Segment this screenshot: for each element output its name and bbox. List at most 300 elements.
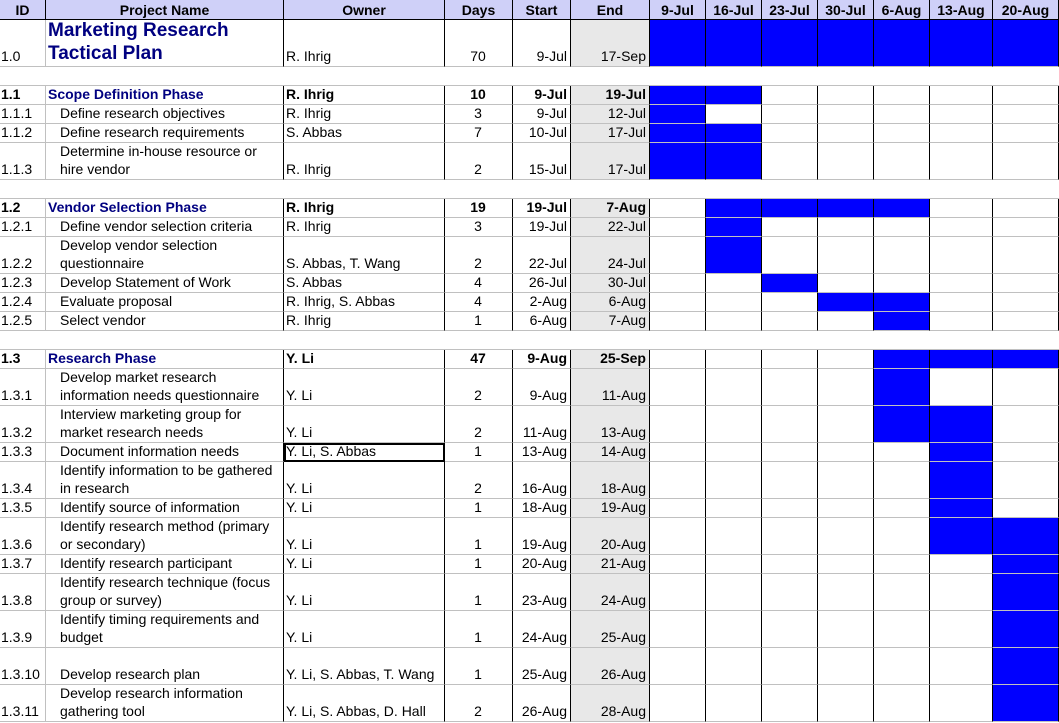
- gantt-empty-cell[interactable]: [762, 443, 818, 462]
- cell-project-name[interactable]: Define research objectives: [46, 105, 284, 124]
- gantt-empty-cell[interactable]: [874, 124, 930, 143]
- cell-days[interactable]: 3: [445, 218, 513, 237]
- gantt-empty-cell[interactable]: [930, 143, 993, 180]
- cell-start[interactable]: 9-Jul: [513, 20, 571, 67]
- gantt-bar-cell[interactable]: [993, 350, 1059, 369]
- gantt-empty-cell[interactable]: [874, 518, 930, 555]
- cell-start[interactable]: 22-Jul: [513, 237, 571, 274]
- cell-id[interactable]: 1.1.1: [0, 105, 46, 124]
- gantt-empty-cell[interactable]: [930, 648, 993, 685]
- gantt-empty-cell[interactable]: [762, 555, 818, 574]
- gantt-bar-cell[interactable]: [762, 199, 818, 218]
- cell-project-name[interactable]: Identify timing requirements and budget: [46, 611, 284, 648]
- gantt-empty-cell[interactable]: [930, 312, 993, 331]
- gantt-bar-cell[interactable]: [706, 199, 762, 218]
- gantt-bar-cell[interactable]: [706, 237, 762, 274]
- cell-project-name[interactable]: Document information needs: [46, 443, 284, 462]
- gantt-bar-cell[interactable]: [930, 20, 993, 67]
- cell-owner[interactable]: S. Abbas: [284, 124, 445, 143]
- cell-days[interactable]: 1: [445, 312, 513, 331]
- gantt-empty-cell[interactable]: [818, 218, 874, 237]
- gantt-empty-cell[interactable]: [706, 312, 762, 331]
- header-owner[interactable]: Owner: [284, 0, 445, 20]
- cell-days[interactable]: 70: [445, 20, 513, 67]
- cell-end[interactable]: 22-Jul: [571, 218, 650, 237]
- cell-end[interactable]: 18-Aug: [571, 462, 650, 499]
- cell-id[interactable]: 1.3: [0, 350, 46, 369]
- cell-days[interactable]: 1: [445, 518, 513, 555]
- cell-days[interactable]: 1: [445, 648, 513, 685]
- gantt-bar-cell[interactable]: [993, 685, 1059, 722]
- cell-days[interactable]: 3: [445, 105, 513, 124]
- gantt-empty-cell[interactable]: [762, 86, 818, 105]
- cell-end[interactable]: 7-Aug: [571, 312, 650, 331]
- gantt-empty-cell[interactable]: [706, 462, 762, 499]
- cell-project-name[interactable]: Define vendor selection criteria: [46, 218, 284, 237]
- cell-start[interactable]: 23-Aug: [513, 574, 571, 611]
- gantt-empty-cell[interactable]: [706, 274, 762, 293]
- cell-project-name[interactable]: Research Phase: [46, 350, 284, 369]
- cell-owner[interactable]: Y. Li: [284, 462, 445, 499]
- cell-owner[interactable]: S. Abbas, T. Wang: [284, 237, 445, 274]
- gantt-bar-cell[interactable]: [874, 406, 930, 443]
- cell-id[interactable]: 1.2: [0, 199, 46, 218]
- gantt-empty-cell[interactable]: [650, 518, 706, 555]
- cell-days[interactable]: 4: [445, 293, 513, 312]
- header-week[interactable]: 30-Jul: [818, 0, 874, 20]
- gantt-empty-cell[interactable]: [818, 555, 874, 574]
- cell-end[interactable]: 25-Aug: [571, 611, 650, 648]
- cell-project-name[interactable]: Develop Statement of Work: [46, 274, 284, 293]
- gantt-empty-cell[interactable]: [874, 462, 930, 499]
- gantt-empty-cell[interactable]: [762, 648, 818, 685]
- gantt-bar-cell[interactable]: [818, 293, 874, 312]
- cell-end[interactable]: 28-Aug: [571, 685, 650, 722]
- gantt-bar-cell[interactable]: [818, 20, 874, 67]
- cell-id[interactable]: 1.3.2: [0, 406, 46, 443]
- cell-end[interactable]: 25-Sep: [571, 350, 650, 369]
- gantt-empty-cell[interactable]: [874, 499, 930, 518]
- cell-id[interactable]: 1.2.3: [0, 274, 46, 293]
- cell-end[interactable]: 12-Jul: [571, 105, 650, 124]
- gantt-empty-cell[interactable]: [762, 462, 818, 499]
- cell-owner[interactable]: Y. Li: [284, 555, 445, 574]
- cell-project-name[interactable]: Identify research participant: [46, 555, 284, 574]
- gantt-bar-cell[interactable]: [993, 555, 1059, 574]
- cell-owner[interactable]: R. Ihrig: [284, 105, 445, 124]
- gantt-empty-cell[interactable]: [930, 124, 993, 143]
- gantt-empty-cell[interactable]: [706, 574, 762, 611]
- gantt-empty-cell[interactable]: [706, 611, 762, 648]
- cell-project-name[interactable]: Vendor Selection Phase: [46, 199, 284, 218]
- gantt-empty-cell[interactable]: [930, 611, 993, 648]
- cell-id[interactable]: 1.2.5: [0, 312, 46, 331]
- cell-project-name[interactable]: Develop research information gathering tool: [46, 685, 284, 722]
- gantt-bar-cell[interactable]: [993, 574, 1059, 611]
- gantt-empty-cell[interactable]: [930, 555, 993, 574]
- gantt-empty-cell[interactable]: [706, 518, 762, 555]
- gantt-empty-cell[interactable]: [993, 105, 1059, 124]
- cell-days[interactable]: 10: [445, 86, 513, 105]
- cell-owner[interactable]: Y. Li, S. Abbas, T. Wang: [284, 648, 445, 685]
- gantt-empty-cell[interactable]: [993, 274, 1059, 293]
- header-end[interactable]: End: [571, 0, 650, 20]
- cell-start[interactable]: 6-Aug: [513, 312, 571, 331]
- cell-start[interactable]: 19-Jul: [513, 218, 571, 237]
- gantt-empty-cell[interactable]: [874, 648, 930, 685]
- gantt-empty-cell[interactable]: [818, 143, 874, 180]
- gantt-empty-cell[interactable]: [762, 685, 818, 722]
- cell-owner[interactable]: R. Ihrig: [284, 199, 445, 218]
- gantt-empty-cell[interactable]: [993, 462, 1059, 499]
- gantt-empty-cell[interactable]: [650, 350, 706, 369]
- cell-owner[interactable]: Y. Li: [284, 611, 445, 648]
- gantt-bar-cell[interactable]: [706, 124, 762, 143]
- cell-end[interactable]: 14-Aug: [571, 443, 650, 462]
- gantt-bar-cell[interactable]: [874, 293, 930, 312]
- gantt-bar-cell[interactable]: [930, 350, 993, 369]
- gantt-empty-cell[interactable]: [874, 685, 930, 722]
- cell-project-name[interactable]: Develop market research information needs questionnaire: [46, 369, 284, 406]
- gantt-empty-cell[interactable]: [650, 462, 706, 499]
- gantt-empty-cell[interactable]: [650, 237, 706, 274]
- cell-start[interactable]: 24-Aug: [513, 611, 571, 648]
- gantt-bar-cell[interactable]: [993, 648, 1059, 685]
- gantt-empty-cell[interactable]: [650, 293, 706, 312]
- gantt-empty-cell[interactable]: [874, 105, 930, 124]
- gantt-bar-cell[interactable]: [818, 199, 874, 218]
- cell-id[interactable]: 1.2.2: [0, 237, 46, 274]
- cell-id[interactable]: 1.3.5: [0, 499, 46, 518]
- cell-owner[interactable]: Y. Li: [284, 406, 445, 443]
- header-start[interactable]: Start: [513, 0, 571, 20]
- gantt-empty-cell[interactable]: [993, 143, 1059, 180]
- cell-days[interactable]: 2: [445, 143, 513, 180]
- cell-owner[interactable]: R. Ihrig: [284, 143, 445, 180]
- gantt-empty-cell[interactable]: [818, 237, 874, 274]
- cell-project-name[interactable]: Scope Definition Phase: [46, 86, 284, 105]
- cell-end[interactable]: 24-Aug: [571, 574, 650, 611]
- gantt-empty-cell[interactable]: [706, 369, 762, 406]
- gantt-empty-cell[interactable]: [993, 199, 1059, 218]
- gantt-empty-cell[interactable]: [762, 293, 818, 312]
- gantt-empty-cell[interactable]: [818, 86, 874, 105]
- gantt-empty-cell[interactable]: [650, 443, 706, 462]
- gantt-empty-cell[interactable]: [762, 105, 818, 124]
- cell-end[interactable]: 21-Aug: [571, 555, 650, 574]
- header-week[interactable]: 20-Aug: [993, 0, 1059, 20]
- gantt-empty-cell[interactable]: [874, 443, 930, 462]
- cell-id[interactable]: 1.2.1: [0, 218, 46, 237]
- gantt-bar-cell[interactable]: [874, 312, 930, 331]
- cell-id[interactable]: 1.1.3: [0, 143, 46, 180]
- gantt-empty-cell[interactable]: [706, 293, 762, 312]
- gantt-empty-cell[interactable]: [762, 499, 818, 518]
- cell-start[interactable]: 9-Jul: [513, 86, 571, 105]
- cell-owner[interactable]: R. Ihrig: [284, 218, 445, 237]
- cell-end[interactable]: 26-Aug: [571, 648, 650, 685]
- gantt-bar-cell[interactable]: [706, 20, 762, 67]
- gantt-empty-cell[interactable]: [650, 312, 706, 331]
- cell-days[interactable]: 2: [445, 462, 513, 499]
- gantt-empty-cell[interactable]: [818, 611, 874, 648]
- cell-days[interactable]: 2: [445, 369, 513, 406]
- gantt-bar-cell[interactable]: [930, 499, 993, 518]
- gantt-empty-cell[interactable]: [650, 274, 706, 293]
- cell-days[interactable]: 2: [445, 406, 513, 443]
- cell-end[interactable]: 17-Jul: [571, 143, 650, 180]
- gantt-bar-cell[interactable]: [930, 406, 993, 443]
- gantt-empty-cell[interactable]: [930, 274, 993, 293]
- cell-project-name[interactable]: Identify research technique (focus group or survey): [46, 574, 284, 611]
- gantt-empty-cell[interactable]: [706, 443, 762, 462]
- gantt-empty-cell[interactable]: [818, 105, 874, 124]
- cell-start[interactable]: 18-Aug: [513, 499, 571, 518]
- cell-owner[interactable]: S. Abbas: [284, 274, 445, 293]
- gantt-empty-cell[interactable]: [818, 350, 874, 369]
- cell-start[interactable]: 9-Jul: [513, 105, 571, 124]
- cell-start[interactable]: 19-Aug: [513, 518, 571, 555]
- gantt-empty-cell[interactable]: [818, 443, 874, 462]
- cell-project-name[interactable]: Define research requirements: [46, 124, 284, 143]
- gantt-empty-cell[interactable]: [874, 274, 930, 293]
- gantt-empty-cell[interactable]: [930, 685, 993, 722]
- gantt-bar-cell[interactable]: [930, 518, 993, 555]
- gantt-bar-cell[interactable]: [930, 443, 993, 462]
- gantt-empty-cell[interactable]: [650, 218, 706, 237]
- gantt-empty-cell[interactable]: [993, 443, 1059, 462]
- gantt-bar-cell[interactable]: [762, 20, 818, 67]
- gantt-empty-cell[interactable]: [650, 574, 706, 611]
- gantt-bar-cell[interactable]: [993, 518, 1059, 555]
- gantt-empty-cell[interactable]: [650, 648, 706, 685]
- gantt-empty-cell[interactable]: [993, 218, 1059, 237]
- gantt-empty-cell[interactable]: [650, 685, 706, 722]
- cell-end[interactable]: 19-Aug: [571, 499, 650, 518]
- cell-owner[interactable]: Y. Li, S. Abbas: [284, 443, 445, 462]
- cell-id[interactable]: 1.0: [0, 20, 46, 67]
- gantt-empty-cell[interactable]: [706, 406, 762, 443]
- gantt-empty-cell[interactable]: [650, 199, 706, 218]
- cell-days[interactable]: 1: [445, 611, 513, 648]
- gantt-empty-cell[interactable]: [993, 499, 1059, 518]
- cell-project-name[interactable]: Evaluate proposal: [46, 293, 284, 312]
- gantt-empty-cell[interactable]: [874, 555, 930, 574]
- gantt-empty-cell[interactable]: [818, 369, 874, 406]
- cell-start[interactable]: 15-Jul: [513, 143, 571, 180]
- cell-days[interactable]: 1: [445, 555, 513, 574]
- gantt-empty-cell[interactable]: [818, 685, 874, 722]
- gantt-empty-cell[interactable]: [762, 406, 818, 443]
- cell-project-name[interactable]: Determine in-house resource or hire vendor: [46, 143, 284, 180]
- cell-id[interactable]: 1.3.1: [0, 369, 46, 406]
- gantt-empty-cell[interactable]: [818, 648, 874, 685]
- cell-id[interactable]: 1.3.8: [0, 574, 46, 611]
- cell-owner[interactable]: Y. Li: [284, 574, 445, 611]
- cell-start[interactable]: 9-Aug: [513, 369, 571, 406]
- cell-end[interactable]: 7-Aug: [571, 199, 650, 218]
- cell-end[interactable]: 13-Aug: [571, 406, 650, 443]
- cell-start[interactable]: 11-Aug: [513, 406, 571, 443]
- cell-project-name[interactable]: Interview marketing group for market research needs: [46, 406, 284, 443]
- gantt-empty-cell[interactable]: [874, 86, 930, 105]
- gantt-empty-cell[interactable]: [930, 199, 993, 218]
- gantt-empty-cell[interactable]: [818, 518, 874, 555]
- gantt-empty-cell[interactable]: [818, 312, 874, 331]
- gantt-empty-cell[interactable]: [818, 274, 874, 293]
- cell-id[interactable]: 1.3.10: [0, 648, 46, 685]
- cell-start[interactable]: 10-Jul: [513, 124, 571, 143]
- gantt-empty-cell[interactable]: [930, 574, 993, 611]
- gantt-empty-cell[interactable]: [818, 124, 874, 143]
- cell-start[interactable]: 25-Aug: [513, 648, 571, 685]
- cell-owner[interactable]: Y. Li, S. Abbas, D. Hall: [284, 685, 445, 722]
- header-week[interactable]: 23-Jul: [762, 0, 818, 20]
- header-week[interactable]: 13-Aug: [930, 0, 993, 20]
- cell-days[interactable]: 1: [445, 499, 513, 518]
- cell-id[interactable]: 1.3.3: [0, 443, 46, 462]
- gantt-empty-cell[interactable]: [762, 312, 818, 331]
- gantt-empty-cell[interactable]: [706, 499, 762, 518]
- header-id[interactable]: ID: [0, 0, 46, 20]
- cell-id[interactable]: 1.3.7: [0, 555, 46, 574]
- gantt-empty-cell[interactable]: [706, 350, 762, 369]
- gantt-empty-cell[interactable]: [993, 293, 1059, 312]
- gantt-empty-cell[interactable]: [930, 237, 993, 274]
- gantt-empty-cell[interactable]: [762, 611, 818, 648]
- cell-start[interactable]: 19-Jul: [513, 199, 571, 218]
- gantt-empty-cell[interactable]: [706, 555, 762, 574]
- cell-project-name[interactable]: Identify source of information: [46, 499, 284, 518]
- cell-id[interactable]: 1.2.4: [0, 293, 46, 312]
- gantt-empty-cell[interactable]: [706, 105, 762, 124]
- cell-end[interactable]: 20-Aug: [571, 518, 650, 555]
- gantt-empty-cell[interactable]: [762, 574, 818, 611]
- header-name[interactable]: Project Name: [46, 0, 284, 20]
- gantt-bar-cell[interactable]: [762, 274, 818, 293]
- header-week[interactable]: 16-Jul: [706, 0, 762, 20]
- cell-start[interactable]: 26-Aug: [513, 685, 571, 722]
- gantt-empty-cell[interactable]: [650, 406, 706, 443]
- cell-end[interactable]: 17-Jul: [571, 124, 650, 143]
- header-days[interactable]: Days: [445, 0, 513, 20]
- cell-days[interactable]: 19: [445, 199, 513, 218]
- cell-owner[interactable]: R. Ihrig: [284, 86, 445, 105]
- gantt-bar-cell[interactable]: [874, 369, 930, 406]
- gantt-empty-cell[interactable]: [818, 406, 874, 443]
- cell-end[interactable]: 30-Jul: [571, 274, 650, 293]
- cell-start[interactable]: 20-Aug: [513, 555, 571, 574]
- gantt-empty-cell[interactable]: [874, 218, 930, 237]
- cell-end[interactable]: 17-Sep: [571, 20, 650, 67]
- gantt-empty-cell[interactable]: [762, 350, 818, 369]
- cell-owner[interactable]: R. Ihrig: [284, 312, 445, 331]
- cell-project-name[interactable]: Identify research method (primary or secondary): [46, 518, 284, 555]
- gantt-empty-cell[interactable]: [874, 143, 930, 180]
- gantt-empty-cell[interactable]: [930, 86, 993, 105]
- cell-owner[interactable]: Y. Li: [284, 518, 445, 555]
- cell-start[interactable]: 13-Aug: [513, 443, 571, 462]
- cell-start[interactable]: 26-Jul: [513, 274, 571, 293]
- cell-id[interactable]: 1.3.4: [0, 462, 46, 499]
- gantt-empty-cell[interactable]: [650, 555, 706, 574]
- gantt-empty-cell[interactable]: [874, 611, 930, 648]
- gantt-bar-cell[interactable]: [930, 462, 993, 499]
- cell-project-name[interactable]: Develop vendor selection questionnaire: [46, 237, 284, 274]
- cell-owner[interactable]: Y. Li: [284, 350, 445, 369]
- cell-days[interactable]: 4: [445, 274, 513, 293]
- cell-end[interactable]: 11-Aug: [571, 369, 650, 406]
- gantt-empty-cell[interactable]: [762, 518, 818, 555]
- gantt-empty-cell[interactable]: [930, 105, 993, 124]
- gantt-bar-cell[interactable]: [650, 124, 706, 143]
- gantt-empty-cell[interactable]: [818, 499, 874, 518]
- gantt-empty-cell[interactable]: [993, 369, 1059, 406]
- cell-id[interactable]: 1.3.9: [0, 611, 46, 648]
- gantt-empty-cell[interactable]: [930, 369, 993, 406]
- gantt-empty-cell[interactable]: [993, 237, 1059, 274]
- gantt-empty-cell[interactable]: [706, 685, 762, 722]
- gantt-bar-cell[interactable]: [874, 350, 930, 369]
- gantt-empty-cell[interactable]: [993, 86, 1059, 105]
- cell-days[interactable]: 1: [445, 574, 513, 611]
- gantt-empty-cell[interactable]: [874, 574, 930, 611]
- gantt-empty-cell[interactable]: [762, 237, 818, 274]
- cell-end[interactable]: 19-Jul: [571, 86, 650, 105]
- gantt-bar-cell[interactable]: [650, 20, 706, 67]
- gantt-bar-cell[interactable]: [650, 143, 706, 180]
- cell-days[interactable]: 2: [445, 237, 513, 274]
- gantt-bar-cell[interactable]: [650, 86, 706, 105]
- cell-start[interactable]: 16-Aug: [513, 462, 571, 499]
- cell-project-name[interactable]: Develop research plan: [46, 648, 284, 685]
- cell-project-name[interactable]: Identify information to be gathered in research: [46, 462, 284, 499]
- cell-days[interactable]: 7: [445, 124, 513, 143]
- gantt-empty-cell[interactable]: [762, 124, 818, 143]
- cell-start[interactable]: 2-Aug: [513, 293, 571, 312]
- cell-id[interactable]: 1.1.2: [0, 124, 46, 143]
- cell-owner[interactable]: Y. Li: [284, 369, 445, 406]
- gantt-empty-cell[interactable]: [874, 237, 930, 274]
- cell-id[interactable]: 1.1: [0, 86, 46, 105]
- gantt-bar-cell[interactable]: [706, 143, 762, 180]
- gantt-empty-cell[interactable]: [993, 124, 1059, 143]
- gantt-empty-cell[interactable]: [650, 499, 706, 518]
- gantt-empty-cell[interactable]: [762, 218, 818, 237]
- gantt-empty-cell[interactable]: [762, 143, 818, 180]
- header-week[interactable]: 9-Jul: [650, 0, 706, 20]
- cell-project-name[interactable]: Marketing Research Tactical Plan: [46, 20, 284, 67]
- cell-days[interactable]: 47: [445, 350, 513, 369]
- cell-end[interactable]: 6-Aug: [571, 293, 650, 312]
- gantt-bar-cell[interactable]: [993, 611, 1059, 648]
- cell-id[interactable]: 1.3.6: [0, 518, 46, 555]
- gantt-empty-cell[interactable]: [930, 293, 993, 312]
- gantt-empty-cell[interactable]: [650, 611, 706, 648]
- header-week[interactable]: 6-Aug: [874, 0, 930, 20]
- cell-days[interactable]: 2: [445, 685, 513, 722]
- cell-owner[interactable]: R. Ihrig, S. Abbas: [284, 293, 445, 312]
- gantt-bar-cell[interactable]: [706, 86, 762, 105]
- cell-owner[interactable]: R. Ihrig: [284, 20, 445, 67]
- gantt-bar-cell[interactable]: [650, 105, 706, 124]
- cell-start[interactable]: 9-Aug: [513, 350, 571, 369]
- gantt-empty-cell[interactable]: [818, 462, 874, 499]
- gantt-empty-cell[interactable]: [650, 369, 706, 406]
- gantt-bar-cell[interactable]: [874, 199, 930, 218]
- gantt-bar-cell[interactable]: [874, 20, 930, 67]
- cell-id[interactable]: 1.3.11: [0, 685, 46, 722]
